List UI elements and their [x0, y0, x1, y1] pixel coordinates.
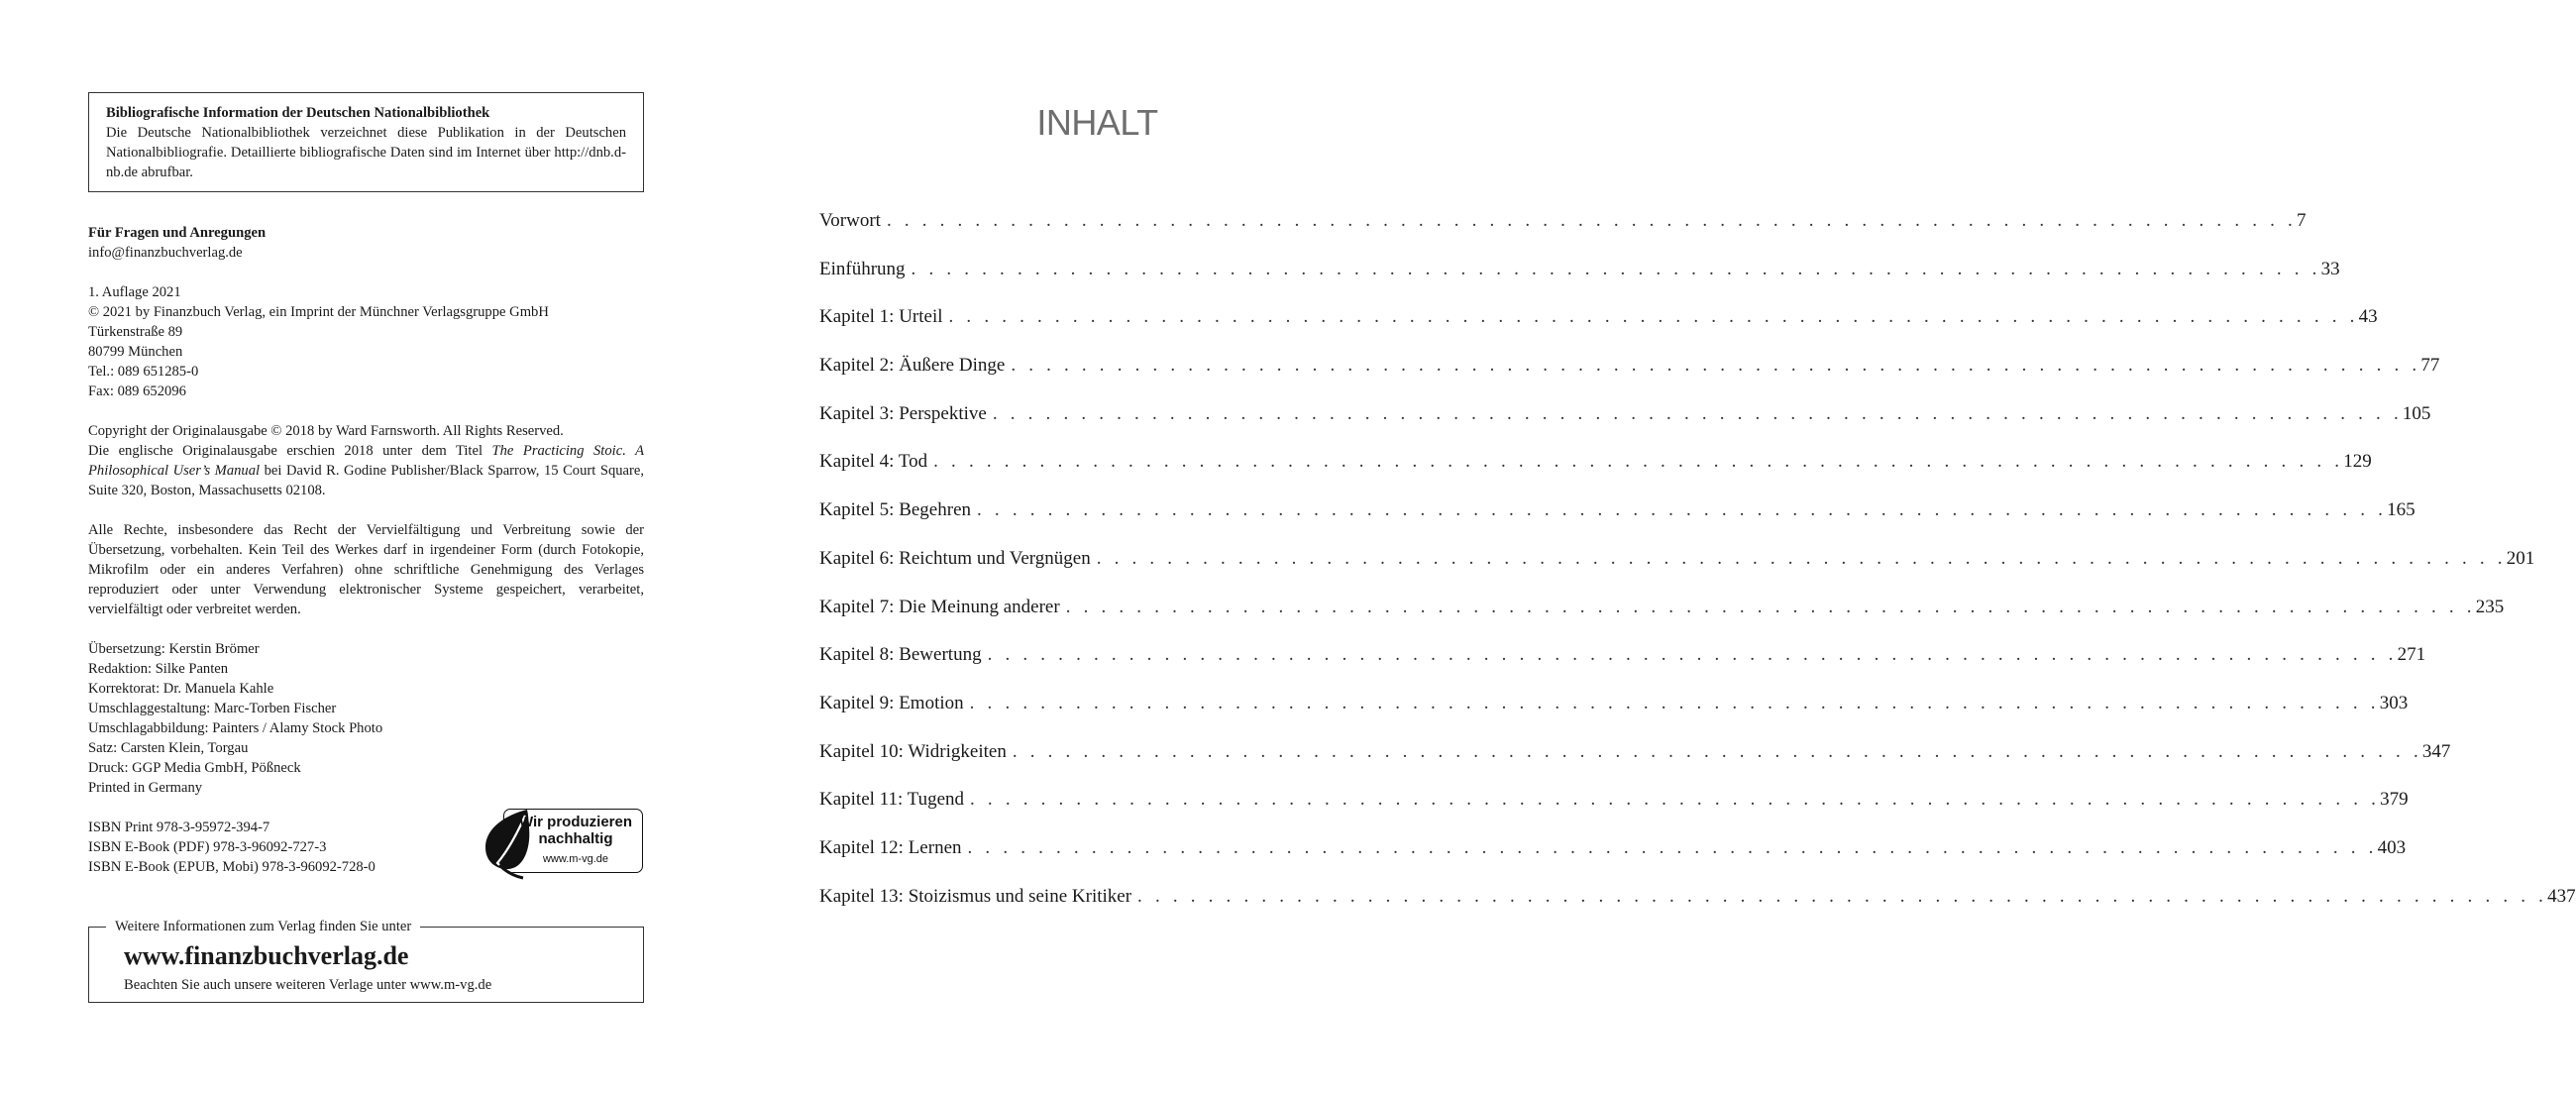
toc-entry-label: Kapitel 6: Reichtum und Vergnügen [819, 547, 1091, 569]
toc-entry-label: Kapitel 5: Begehren [819, 499, 972, 521]
edition-line: Türkenstraße 89 [88, 324, 183, 340]
toc-entry-label: Kapitel 1: Urteil [819, 306, 943, 328]
toc-entry-label: Vorwort [819, 210, 881, 231]
toc-leader-dots: . . . . . . . . . . . . . . . . . . . . . . . . . . . . . . . . . . . . . . . . . . . . . . . . . . . . . . . . . . . . . . . . . . . . . . . . . . . . . . . . [948, 306, 2359, 328]
imprint-page [88, 92, 644, 877]
toc-entry-page: 77 [2420, 355, 2440, 377]
toc-entry-label: Kapitel 2: Äußere Dinge [819, 355, 1006, 377]
toc-leader-dots: . . . . . . . . . . . . . . . . . . . . . . . . . . . . . . . . . . . . . . . . . . . . . . . . . . . . . . . . . . . . . . . . . . . . . . . . . . . . . . . . [977, 499, 2388, 521]
toc-entry[interactable] [819, 642, 2426, 691]
toc-entry-page: 165 [2387, 499, 2415, 521]
credit-line: Umschlagabbildung: Painters / Alamy Stock Photo [88, 720, 383, 736]
credit-line: Umschlaggestaltung: Marc-Torben Fischer [88, 701, 337, 716]
toc-leader-dots: . . . . . . . . . . . . . . . . . . . . . . . . . . . . . . . . . . . . . . . . . . . . . . . . . . . . . . . . . . . . . . . . . . . . . . . . . . . . . . . . [933, 451, 2344, 473]
toc-entry-page: 105 [2402, 402, 2431, 424]
credit-line: Redaktion: Silke Panten [88, 661, 229, 677]
toc-entry-label: Kapitel 3: Perspektive [819, 402, 987, 424]
toc-entry[interactable] [819, 835, 2407, 884]
toc-entry-page: 43 [2358, 306, 2378, 328]
toc-leader-dots: . . . . . . . . . . . . . . . . . . . . . . . . . . . . . . . . . . . . . . . . . . . . . . . . . . . . . . . . . . . . . . . . . . . . . . . . . . . . . . . . [911, 258, 2321, 279]
isbn-line: ISBN Print 978-3-95972-394-7 [88, 820, 270, 835]
credit-line: Satz: Carsten Klein, Torgau [88, 740, 249, 756]
rights-notice: Alle Rechte, insbesondere das Recht der Vervielfältigung und Verbreitung sowie der Übersetzung, vorbehalten. Kein Teil des Werkes darf in irgendeiner Form (durch Fotokopie, Mikrofilm oder ein anderes Verfahren) ohne schriftliche Genehmigung des Verlages reproduziert oder unter Verwendung elektronischer Systeme gespeichert, verarbeitet, vervielfältigt oder verbreitet werden. [88, 522, 644, 617]
edition-line: 1. Auflage 2021 [88, 284, 181, 300]
toc-entry-page: 379 [2380, 789, 2409, 811]
toc-entry-page: 403 [2377, 836, 2407, 858]
toc-leader-dots: . . . . . . . . . . . . . . . . . . . . . . . . . . . . . . . . . . . . . . . . . . . . . . . . . . . . . . . . . . . . . . . . . . . . . . . . . . . . . . . . [1137, 885, 2548, 907]
toc-entry-label: Kapitel 10: Widrigkeiten [819, 740, 1007, 762]
toc-entry-label: Kapitel 12: Lernen [819, 836, 962, 858]
toc-entry-page: 201 [2506, 547, 2535, 569]
edition-line: © 2021 by Finanzbuch Verlag, ein Imprint der Münchner Verlagsgruppe GmbH [88, 304, 549, 320]
toc-entry-page: 347 [2421, 740, 2451, 762]
web-box-note: Weitere Informationen zum Verlag finden Sie unter [106, 917, 420, 936]
isbn-section [88, 814, 644, 877]
credit-line: Korrektorat: Dr. Manuela Kahle [88, 681, 274, 697]
toc-entry[interactable] [819, 257, 2340, 305]
copyright-block [88, 421, 644, 500]
badge-line-1: Wir produzieren [518, 814, 633, 830]
table-of-contents [819, 208, 2576, 931]
toc-leader-dots: . . . . . . . . . . . . . . . . . . . . . . . . . . . . . . . . . . . . . . . . . . . . . . . . . . . . . . . . . . . . . . . . . . . . . . . . . . . . . . . . [1011, 355, 2421, 377]
original-publisher-text: bei David R. Godine Publisher/Black Sparrow, 15 Court Square, Suite 320, Boston, Massachusetts 02108. [88, 463, 645, 498]
toc-entry-label: Kapitel 9: Emotion [819, 692, 964, 713]
toc-entry-label: Kapitel 8: Bewertung [819, 644, 982, 666]
credits-block [88, 639, 644, 798]
bibliographic-info-box [88, 92, 644, 192]
toc-entry-label: Kapitel 4: Tod [819, 451, 928, 473]
toc-leader-dots: . . . . . . . . . . . . . . . . . . . . . . . . . . . . . . . . . . . . . . . . . . . . . . . . . . . . . . . . . . . . . . . . . . . . . . . . . . . . . . . . [992, 402, 2403, 424]
toc-entry-label: Einführung [819, 258, 906, 279]
toc-leader-dots: . . . . . . . . . . . . . . . . . . . . . . . . . . . . . . . . . . . . . . . . . . . . . . . . . . . . . . . . . . . . . . . . . . . . . . . . . . . . . . . . [1012, 740, 2422, 762]
toc-entry-page: 7 [2297, 210, 2307, 231]
publisher-web-box [88, 919, 644, 1003]
credit-line: Druck: GGP Media GmbH, Pößneck [88, 760, 301, 776]
contact-email[interactable]: info@finanzbuchverlag.de [88, 245, 243, 261]
toc-entry-page: 271 [2397, 644, 2426, 666]
toc-entry[interactable] [819, 208, 2307, 257]
toc-entry-label: Kapitel 13: Stoizismus und seine Kritiker [819, 885, 1132, 907]
toc-entry[interactable] [819, 304, 2378, 353]
toc-leader-dots: . . . . . . . . . . . . . . . . . . . . . . . . . . . . . . . . . . . . . . . . . . . . . . . . . . . . . . . . . . . . . . . . . . . . . . . . . . . . . . . . [886, 210, 2297, 231]
toc-entry[interactable] [819, 353, 2440, 401]
contact-heading: Für Fragen und Anregungen [88, 225, 267, 241]
toc-leader-dots: . . . . . . . . . . . . . . . . . . . . . . . . . . . . . . . . . . . . . . . . . . . . . . . . . . . . . . . . . . . . . . . . . . . . . . . . . . . . . . . . [1096, 547, 2507, 569]
isbn-line: ISBN E-Book (PDF) 978-3-96092-727-3 [88, 839, 327, 855]
badge-line-2: nachhaltig [538, 830, 613, 847]
toc-leader-dots: . . . . . . . . . . . . . . . . . . . . . . . . . . . . . . . . . . . . . . . . . . . . . . . . . . . . . . . . . . . . . . . . . . . . . . . . . . . . . . . . [1065, 596, 2476, 617]
edition-block [88, 282, 644, 401]
toc-entry[interactable] [819, 595, 2505, 643]
toc-leader-dots: . . . . . . . . . . . . . . . . . . . . . . . . . . . . . . . . . . . . . . . . . . . . . . . . . . . . . . . . . . . . . . . . . . . . . . . . . . . . . . . . [967, 836, 2378, 858]
toc-entry[interactable] [819, 546, 2535, 595]
toc-entry-page: 437 [2547, 885, 2576, 907]
toc-entry[interactable] [819, 787, 2409, 835]
toc-entry[interactable] [819, 691, 2409, 739]
toc-entry-page: 129 [2343, 451, 2372, 473]
credit-line: Übersetzung: Kerstin Brömer [88, 641, 260, 657]
toc-leader-dots: . . . . . . . . . . . . . . . . . . . . . . . . . . . . . . . . . . . . . . . . . . . . . . . . . . . . . . . . . . . . . . . . . . . . . . . . . . . . . . . . [987, 644, 2398, 666]
copyright-line: Copyright der Originalausgabe © 2018 by Ward Farnsworth. All Rights Reserved. [88, 423, 564, 439]
page-title: INHALT [1036, 102, 1158, 143]
toc-entry-label: Kapitel 7: Die Meinung anderer [819, 596, 1060, 617]
toc-leader-dots: . . . . . . . . . . . . . . . . . . . . . . . . . . . . . . . . . . . . . . . . . . . . . . . . . . . . . . . . . . . . . . . . . . . . . . . . . . . . . . . . [969, 692, 2380, 713]
credit-line: Printed in Germany [88, 780, 203, 796]
bibliographic-info-text: Die Deutsche Nationalbibliothek verzeichnet diese Publikation in der Deutschen Nationalbibliografie. Detaillierte bibliografische Daten sind im Internet über http://dnb.d-nb.de abrufbar. [106, 125, 626, 180]
edition-line: Fax: 089 652096 [88, 383, 186, 399]
sustainability-badge [483, 806, 644, 877]
toc-entry[interactable] [819, 401, 2431, 450]
edition-line: Tel.: 089 651285-0 [88, 364, 199, 380]
isbn-block [88, 818, 376, 877]
badge-url: www.m-vg.de [542, 853, 609, 865]
badge-label [511, 814, 640, 847]
original-edition-text: Die englische Originalausgabe erschien 2018 unter dem Titel [88, 443, 492, 459]
toc-entry-page: 235 [2475, 596, 2505, 617]
edition-line: 80799 München [88, 344, 183, 360]
toc-entry[interactable] [819, 739, 2451, 788]
original-edition-note [88, 441, 644, 500]
toc-entry[interactable] [819, 497, 2415, 546]
web-box-footer: Beachten Sie auch unsere weiteren Verlage unter www.m-vg.de [124, 977, 492, 993]
original-title: The Practicing Stoic. A Philosophical User’s Manual [88, 443, 644, 479]
toc-entry[interactable] [819, 884, 2576, 932]
toc-entry-page: 33 [2320, 258, 2340, 279]
toc-entry-page: 303 [2379, 692, 2409, 713]
toc-entry[interactable] [819, 449, 2372, 497]
isbn-line: ISBN E-Book (EPUB, Mobi) 978-3-96092-728-0 [88, 859, 376, 875]
toc-entry-label: Kapitel 11: Tugend [819, 789, 965, 811]
publisher-website-link[interactable]: www.finanzbuchverlag.de [124, 941, 409, 970]
toc-leader-dots: . . . . . . . . . . . . . . . . . . . . . . . . . . . . . . . . . . . . . . . . . . . . . . . . . . . . . . . . . . . . . . . . . . . . . . . . . . . . . . . . [970, 789, 2381, 811]
bibliographic-info-title: Bibliografische Information der Deutschen Nationalbibliothek [106, 105, 490, 121]
